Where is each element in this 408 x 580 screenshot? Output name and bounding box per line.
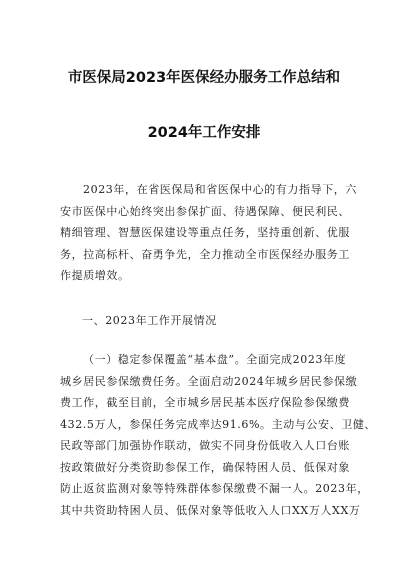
intro-line: 2023年，在省医保局和省医保中心的有力指导下，六: [83, 183, 357, 196]
section-line: 其中共资助特困人员、低保对象等低收入人口XX万人XX万: [60, 503, 361, 517]
document-title-line-2: 2024年工作安排: [147, 125, 261, 141]
intro-line: 精细管理、智慧医保建设等重点任务，坚持重创新、优服: [60, 226, 350, 239]
section-line: 432.5万人，参保任务完成率达91.6%。主动与公安、卫健、: [60, 417, 377, 431]
section-line: 城乡居民参保缴费任务。全面启动2024年城乡居民参保缴: [60, 374, 358, 388]
intro-line: 安市医保中心始终突出参保扩面、待遇保障、便民利民、: [60, 204, 350, 218]
section-line: 防止返贫监测对象等特殊群体参保缴费不漏一人。2023年，: [60, 482, 369, 495]
intro-line: 务，拉高标杆、奋勇争先，全力推动全市医保经办服务工: [60, 247, 350, 261]
intro-line: 作提质增效。: [60, 269, 130, 282]
section-heading: 一、2023年工作开展情况: [82, 314, 217, 327]
section-line: 民政等部门加强协作联动，做实不同身份低收入人口台账: [60, 439, 350, 452]
document-title-line-1: 市医保局2023年医保经办服务工作总结和: [67, 70, 341, 86]
section-paragraph: [60, 349, 377, 521]
intro-paragraph: [60, 179, 356, 287]
section-line: 费工作，截至目前，全市城乡居民基本医疗保险参保缴费: [60, 396, 350, 409]
section-line: 按政策做好分类资助参保工作，确保特困人员、低保对象: [60, 460, 350, 474]
section-line: （一）稳定参保覆盖“基本盘”。全面完成2023年度: [83, 353, 347, 366]
